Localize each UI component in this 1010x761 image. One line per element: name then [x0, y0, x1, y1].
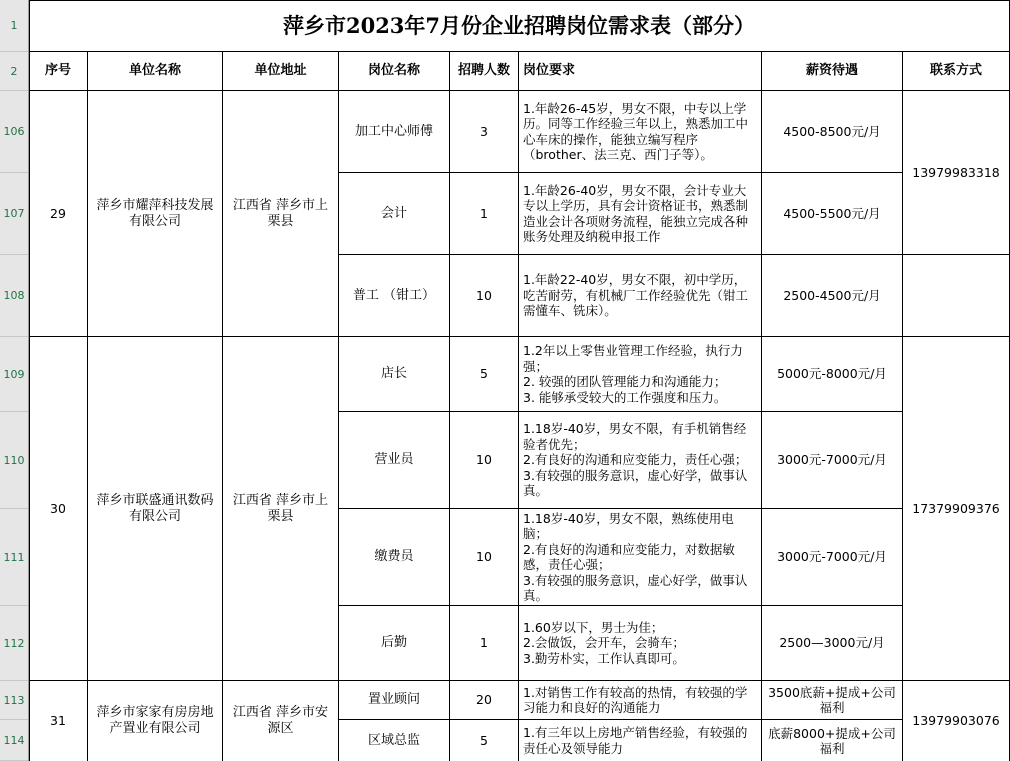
row-number[interactable]: 110 — [0, 412, 28, 509]
salary-cell[interactable]: 5000元-8000元/月 — [762, 337, 903, 412]
company-cell[interactable]: 萍乡市联盛通讯数码有限公司 — [88, 337, 223, 681]
row-number[interactable]: 113 — [0, 681, 28, 720]
salary-cell[interactable]: 3500底薪+提成+公司福利 — [762, 681, 903, 720]
header-position[interactable]: 岗位名称 — [339, 52, 450, 91]
count-cell[interactable]: 1 — [450, 606, 519, 681]
count-cell[interactable]: 20 — [450, 681, 519, 720]
requirements-cell[interactable]: 1.年龄22-40岁，男女不限，初中学历，吃苦耐劳，有机械厂工作经验优先（钳工需懂车、铣床）。 — [519, 255, 762, 337]
header-address[interactable]: 单位地址 — [223, 52, 339, 91]
salary-cell[interactable]: 2500—3000元/月 — [762, 606, 903, 681]
row-number[interactable]: 106 — [0, 91, 28, 173]
header-requirements[interactable]: 岗位要求 — [519, 52, 762, 91]
count-cell[interactable]: 3 — [450, 91, 519, 173]
salary-cell[interactable]: 3000元-7000元/月 — [762, 509, 903, 606]
row-number[interactable]: 2 — [0, 52, 28, 91]
requirements-cell[interactable]: 1.18岁-40岁，男女不限，有手机销售经验者优先； 2.有良好的沟通和应变能力，责任心强； 3.有较强的服务意识，虚心好学，做事认真。 — [519, 412, 762, 509]
header-seq[interactable]: 序号 — [29, 52, 88, 91]
row-number[interactable]: 1 — [0, 0, 28, 52]
company-cell[interactable]: 萍乡市耀萍科技发展有限公司 — [88, 91, 223, 337]
row-number[interactable]: 108 — [0, 255, 28, 337]
count-cell[interactable]: 5 — [450, 720, 519, 761]
position-cell[interactable]: 区域总监 — [339, 720, 450, 761]
requirements-cell[interactable]: 1.18岁-40岁，男女不限，熟练使用电脑； 2.有良好的沟通和应变能力，对数据敏感，责任心强； 3.有较强的服务意识，虚心好学，做事认真。 — [519, 509, 762, 606]
sheet-title[interactable]: 萍乡市2023年7月份企业招聘岗位需求表（部分） — [29, 1, 1010, 52]
count-cell[interactable]: 10 — [450, 412, 519, 509]
requirements-cell[interactable]: 1.对销售工作有较高的热情，有较强的学习能力和良好的沟通能力 — [519, 681, 762, 720]
row-header-column — [0, 0, 29, 761]
address-cell[interactable]: 江西省 萍乡市安源区 — [223, 681, 339, 761]
address-cell[interactable]: 江西省 萍乡市上栗县 — [223, 337, 339, 681]
position-cell[interactable]: 缴费员 — [339, 509, 450, 606]
count-cell[interactable]: 10 — [450, 509, 519, 606]
header-company[interactable]: 单位名称 — [88, 52, 223, 91]
row-number[interactable]: 107 — [0, 173, 28, 255]
salary-cell[interactable]: 4500-5500元/月 — [762, 173, 903, 255]
seq-cell[interactable]: 31 — [29, 681, 88, 761]
contact-cell-empty[interactable] — [903, 255, 1010, 337]
requirements-cell[interactable]: 1.年龄26-40岁，男女不限，会计专业大专以上学历，具有会计资格证书，熟悉制造业会计各项财务流程，能独立完成各种账务处理及纳税申报工作 — [519, 173, 762, 255]
position-cell[interactable]: 加工中心师傅 — [339, 91, 450, 173]
row-number[interactable]: 111 — [0, 509, 28, 606]
salary-cell[interactable]: 底薪8000+提成+公司福利 — [762, 720, 903, 761]
salary-cell[interactable]: 2500-4500元/月 — [762, 255, 903, 337]
requirements-cell[interactable]: 1.有三年以上房地产销售经验，有较强的责任心及领导能力 — [519, 720, 762, 761]
requirements-cell[interactable]: 1.2年以上零售业管理工作经验，执行力强； 2. 较强的团队管理能力和沟通能力； 3. 能够承受较大的工作强度和压力。 — [519, 337, 762, 412]
seq-cell[interactable]: 29 — [29, 91, 88, 337]
count-cell[interactable]: 10 — [450, 255, 519, 337]
company-cell[interactable]: 萍乡市家家有房房地产置业有限公司 — [88, 681, 223, 761]
address-cell[interactable]: 江西省 萍乡市上栗县 — [223, 91, 339, 337]
position-cell[interactable]: 普工 （钳工） — [339, 255, 450, 337]
seq-cell[interactable]: 30 — [29, 337, 88, 681]
row-number[interactable]: 112 — [0, 606, 28, 681]
header-salary[interactable]: 薪资待遇 — [762, 52, 903, 91]
count-cell[interactable]: 5 — [450, 337, 519, 412]
position-cell[interactable]: 营业员 — [339, 412, 450, 509]
salary-cell[interactable]: 3000元-7000元/月 — [762, 412, 903, 509]
position-cell[interactable]: 后勤 — [339, 606, 450, 681]
position-cell[interactable]: 会计 — [339, 173, 450, 255]
count-cell[interactable]: 1 — [450, 173, 519, 255]
header-contact[interactable]: 联系方式 — [903, 52, 1010, 91]
contact-cell[interactable]: 17379909376 — [903, 337, 1010, 681]
position-cell[interactable]: 置业顾问 — [339, 681, 450, 720]
salary-cell[interactable]: 4500-8500元/月 — [762, 91, 903, 173]
header-count[interactable]: 招聘人数 — [450, 52, 519, 91]
row-number[interactable]: 109 — [0, 337, 28, 412]
row-number[interactable]: 114 — [0, 720, 28, 761]
contact-cell[interactable]: 13979903076 — [903, 681, 1010, 761]
position-cell[interactable]: 店长 — [339, 337, 450, 412]
requirements-cell[interactable]: 1.年龄26-45岁，男女不限，中专以上学历。同等工作经验三年以上，熟悉加工中心车床的操作，能独立编写程序（brother、法三克、西门子等）。 — [519, 91, 762, 173]
contact-cell[interactable]: 13979983318 — [903, 91, 1010, 255]
requirements-cell[interactable]: 1.60岁以下，男士为佳； 2.会做饭，会开车，会骑车； 3.勤劳朴实，工作认真即可。 — [519, 606, 762, 681]
